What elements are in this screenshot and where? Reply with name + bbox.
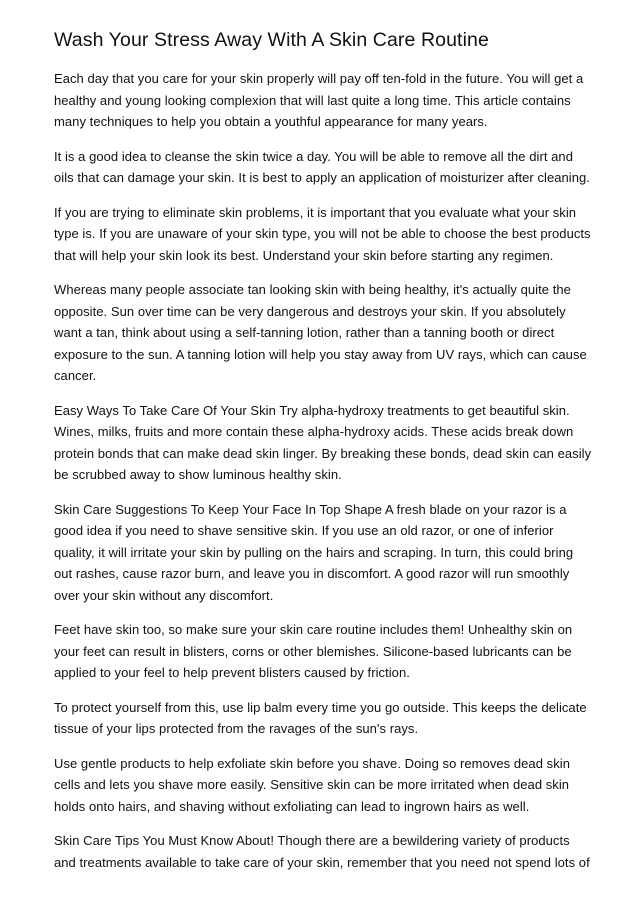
paragraph-2: It is a good idea to cleanse the skin twice a day. You will be able to remove all the dirt and oils that can damage your skin. It is best to apply an application of moisturizer after cleaning.	[54, 148, 590, 185]
paragraph-4: Whereas many people associate tan looking skin with being healthy, it's actually quite the opposite. Sun over time can be very dangerous and destroys your skin. If you absolutely want a tan, think about using a self-tanning lotion, rather than a tanning booth or direct exposure to the sun. A tanning lotion will help you stay away from UV rays, which can cause cancer.	[54, 282, 587, 383]
paragraph-5: Easy Ways To Take Care Of Your Skin Try alpha-hydroxy treatments to get beautiful skin. Wines, milks, fruits and more contain these alpha-hydroxy acids. These acids break down protein bonds that can make dead skin linger. By breaking these bonds, dead skin can easily be scrubbed away to show luminous healthy skin.	[54, 402, 592, 482]
paragraph-3: If you are trying to eliminate skin problems, it is important that you evaluate what your skin type is. If you are unaware of your skin type, you will not be able to choose the best products that will help your skin look its best. Understand your skin before starting any regimen.	[54, 204, 591, 263]
paragraph-7: Feet have skin too, so make sure your skin care routine includes them! Unhealthy skin on your feet can result in blisters, corns or other blemishes. Silicone-based lubricants can be applied to your feel to help prevent blisters caused by friction.	[54, 622, 573, 680]
paragraph-6: Skin Care Suggestions To Keep Your Face In Top Shape A fresh blade on your razor is a good idea if you need to shave sensitive skin. If you use an old razor, or one of inferior quality, it will irritate your skin by pulling on the hairs and scraping. In turn, this could bring out rashes, cause razor burn, and leave you in discomfort. A good razor will run smoothly over your skin without any discomfort.	[54, 501, 574, 603]
document-title: Wash Your Stress Away With A Skin Care Routine	[54, 29, 489, 51]
paragraph-9: Use gentle products to help exfoliate skin before you shave. Doing so removes dead skin cells and lets you shave more easily. Sensitive skin can be more irritated when dead skin holds onto hairs, and shaving without exfoliating can lead to ingrown hairs as well.	[54, 755, 570, 814]
paragraph-1: Each day that you care for your skin properly will pay off ten-fold in the future. You will get a healthy and young looking complexion that will last quite a long time. This article contains many techniques to help you obtain a youthful appearance for many years.	[54, 71, 584, 129]
paragraph-10: Skin Care Tips You Must Know About! Though there are a bewildering variety of products and treatments available to take care of your skin, remember that you need not spend lots of	[54, 833, 590, 870]
document-page	[54, 26, 594, 886]
paragraph-8: To protect yourself from this, use lip balm every time you go outside. This keeps the delicate tissue of your lips protected from the ravages of the sun's rays.	[54, 699, 587, 736]
